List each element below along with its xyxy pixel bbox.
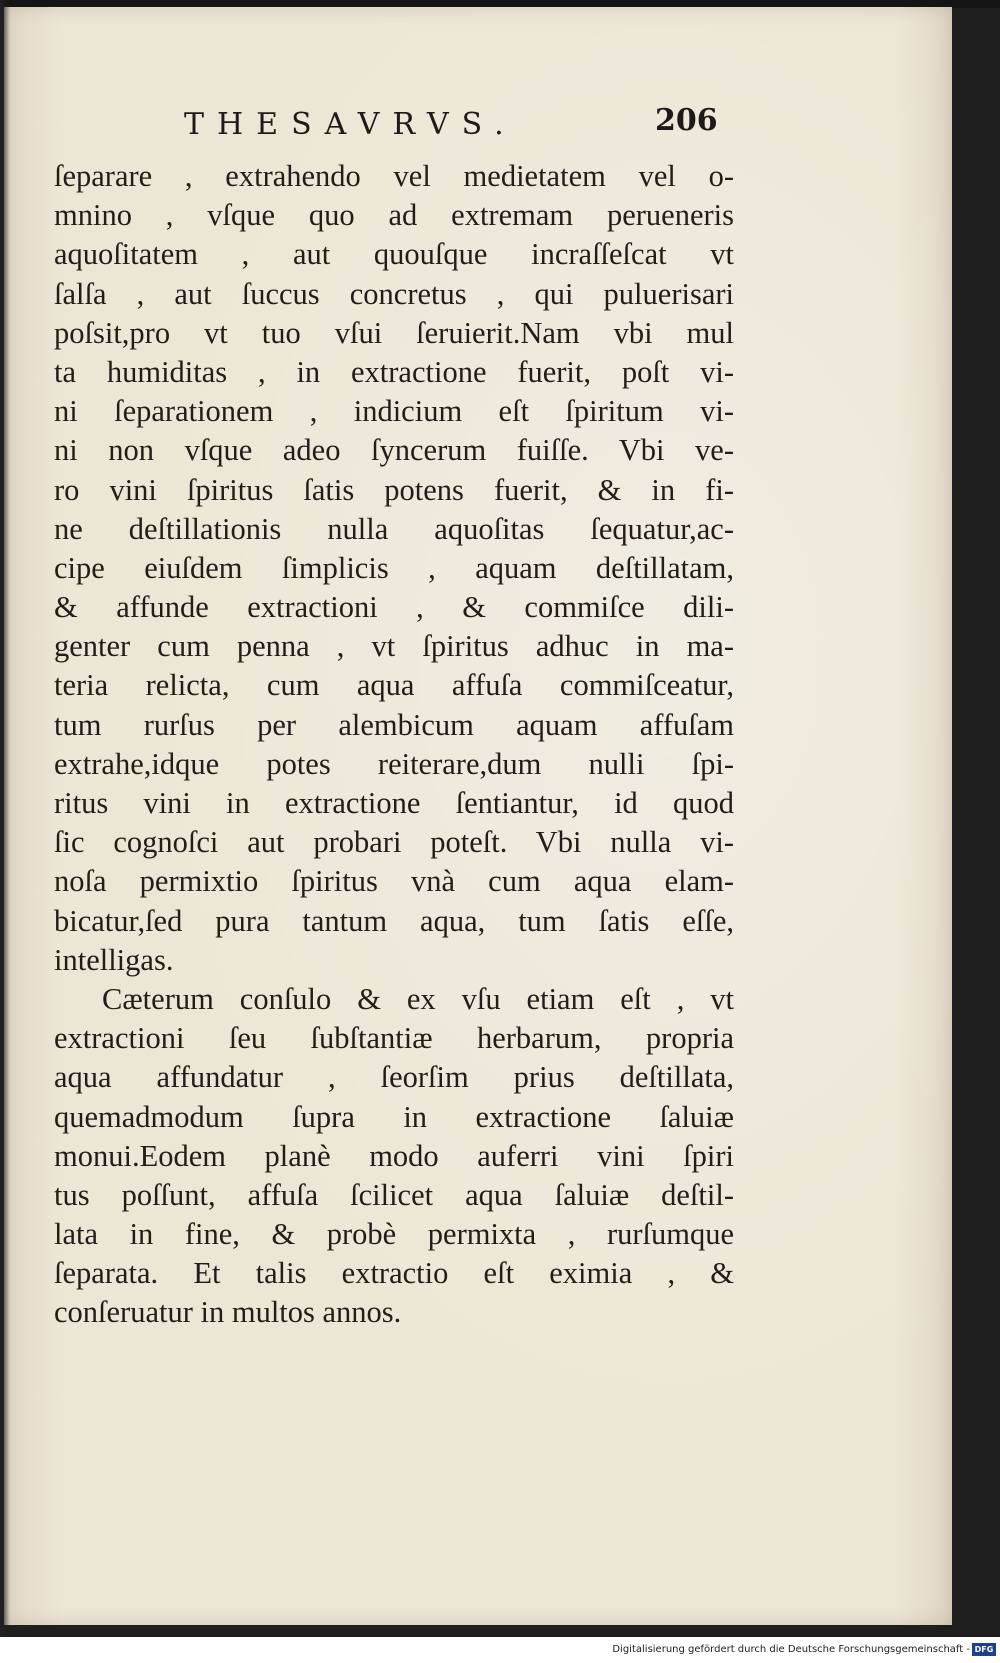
text-line: ſic cognoſci aut probari poteſt. Vbi nulla vi- bbox=[54, 825, 734, 860]
page-header bbox=[4, 103, 952, 147]
text-line: teria relicta, cum aqua affuſa commiſceatur, bbox=[54, 668, 734, 703]
text-line: ſeparata. Et talis extractio eſt eximia , & bbox=[54, 1256, 734, 1291]
book-page bbox=[4, 7, 952, 1625]
text-line: ſeparare , extrahendo vel medietatem vel o- bbox=[54, 159, 734, 193]
body-text bbox=[54, 157, 734, 1333]
text-line: ro vini ſpiritus ſatis potens fuerit, & in fi- bbox=[54, 472, 734, 507]
text-line-paragraph-end: intelligas. bbox=[54, 942, 174, 977]
text-line: aqua affundatur , ſeorſim prius deſtillata, bbox=[54, 1060, 734, 1095]
text-line: extractioni ſeu ſubſtantiæ herbarum, propria bbox=[54, 1021, 734, 1056]
text-line: ni non vſque adeo ſyncerum fuiſſe. Vbi ve- bbox=[54, 433, 734, 468]
text-line: monui.Eodem planè modo auferri vini ſpiri bbox=[54, 1138, 734, 1173]
text-line: & affunde extractioni , & commiſce dili- bbox=[54, 590, 734, 625]
page-number: 206 bbox=[655, 103, 718, 138]
text-line-paragraph-end: conſeruatur in multos annos. bbox=[54, 1295, 402, 1330]
text-line: ritus vini in extractione ſentiantur, id quod bbox=[54, 786, 734, 820]
text-line: extrahe,idque potes reiterare,dum nulli ſpi- bbox=[54, 746, 734, 781]
footer-bar bbox=[0, 1637, 1000, 1663]
text-line: tum rurſus per alembicum aquam affuſam bbox=[54, 707, 734, 742]
text-line: aquoſitatem , aut quouſque incraſſeſcat vt bbox=[54, 237, 734, 272]
text-line-paragraph-start: Cæterum conſulo & ex vſu etiam eſt , vt bbox=[102, 981, 734, 1016]
binding-shadow bbox=[0, 0, 10, 1663]
text-line: quemadmodum ſupra in extractione ſaluiæ bbox=[54, 1099, 734, 1134]
text-line: noſa permixtio ſpiritus vnà cum aqua elam- bbox=[54, 864, 734, 899]
text-line: poſsit,pro vt tuo vſui ſeruierit.Nam vbi mul bbox=[54, 315, 734, 350]
text-line: tus poſſunt, affuſa ſcilicet aqua ſaluiæ deſtil- bbox=[54, 1177, 734, 1212]
text-line: ni ſeparationem , indicium eſt ſpiritum vi- bbox=[54, 394, 734, 429]
text-line: lata in fine, & probè permixta , rurſumque bbox=[54, 1217, 734, 1252]
text-line: cipe eiuſdem ſimplicis , aquam deſtillatam, bbox=[54, 550, 734, 585]
text-line: ta humiditas , in extractione fuerit, poſt vi- bbox=[54, 354, 734, 389]
text-line: mnino , vſque quo ad extremam perueneris bbox=[54, 198, 734, 233]
digitization-credit: Digitalisierung gefördert durch die Deutsche Forschungsgemeinschaft - bbox=[612, 1644, 970, 1655]
text-line: genter cum penna , vt ſpiritus adhuc in ma- bbox=[54, 629, 734, 664]
text-line: ne deſtillationis nulla aquoſitas ſequatur,ac- bbox=[54, 511, 734, 546]
text-line: ſalſa , aut ſuccus concretus , qui puluerisari bbox=[54, 276, 734, 311]
running-title: THESAVRVS. bbox=[184, 107, 517, 142]
dfg-logo: DFG bbox=[972, 1643, 996, 1656]
text-line: bicatur,ſed pura tantum aqua, tum ſatis eſſe, bbox=[54, 903, 734, 938]
